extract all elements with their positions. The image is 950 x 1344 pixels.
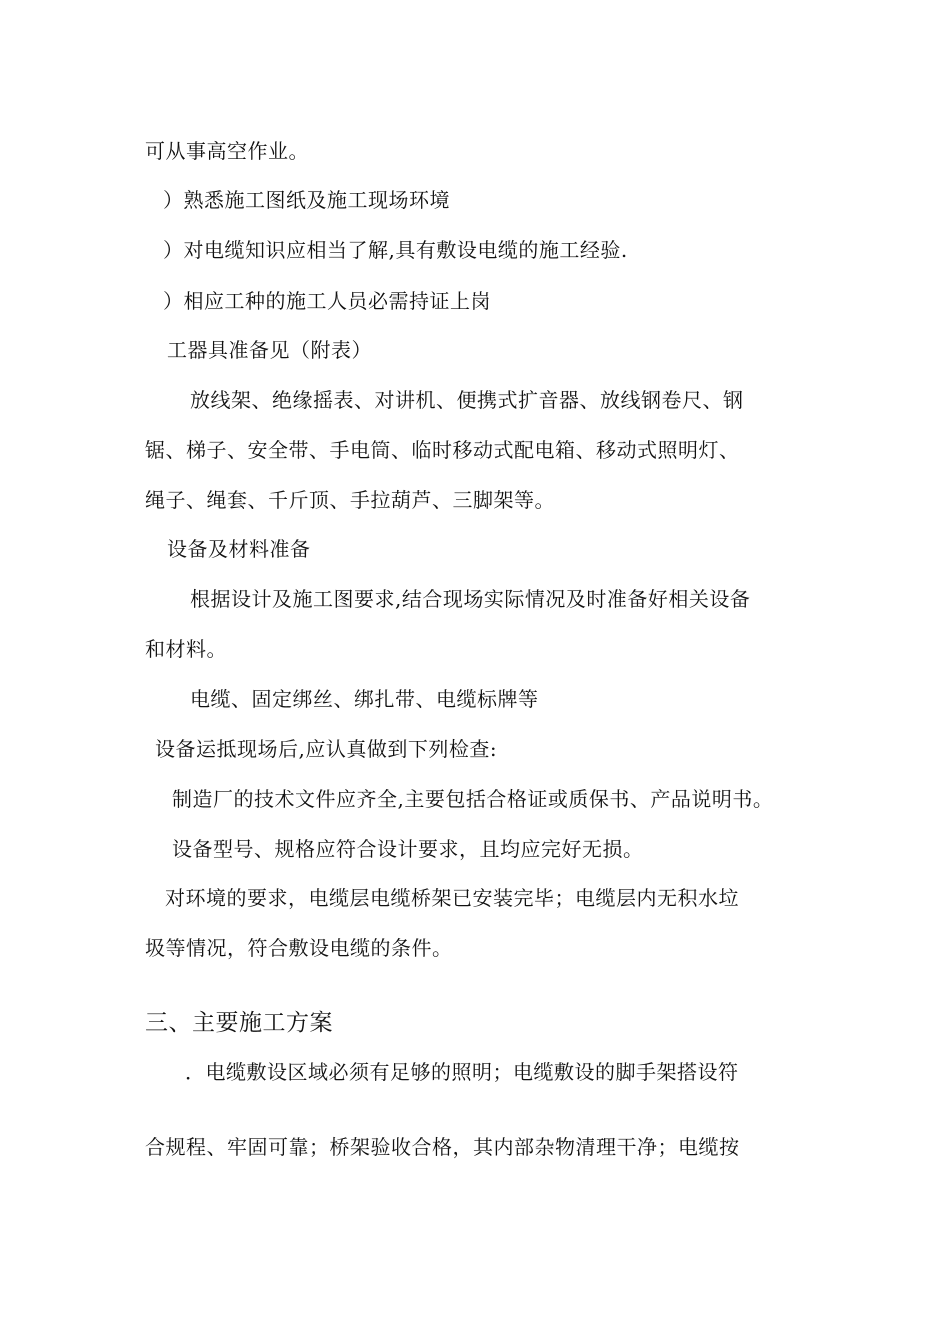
section-text-line-2: 合规程、牢固可靠；桥架验收合格，其内部杂物清理干净；电缆按 <box>145 1135 740 1159</box>
text-line-15: 设备型号、规格应符合设计要求，且均应完好无损。 <box>172 837 644 861</box>
text-line-12: 电缆、固定绑丝、绑扎带、电缆标牌等 <box>190 687 539 711</box>
text-line-1: 可从事高空作业。 <box>145 139 309 163</box>
text-line-3: ）对电缆知识应相当了解,具有敷设电缆的施工经验. <box>163 238 628 262</box>
text-line-9: 设备及材料准备 <box>167 537 311 561</box>
section-text-line-1: ．电缆敷设区域必须有足够的照明；电缆敷设的脚手架搭设符 <box>185 1060 739 1084</box>
text-line-17: 圾等情况，符合敷设电缆的条件。 <box>145 936 453 960</box>
text-line-10: 根据设计及施工图要求,结合现场实际情况及时准备好相关设备 <box>190 587 751 611</box>
text-line-4: ）相应工种的施工人员必需持证上岗 <box>163 289 491 313</box>
text-line-7: 锯、梯子、安全带、手电筒、临时移动式配电箱、移动式照明灯、 <box>145 438 740 462</box>
text-line-16: 对环境的要求，电缆层电缆桥架已安装完毕；电缆层内无积水垃 <box>165 886 739 910</box>
text-line-11: 和材料。 <box>145 637 227 661</box>
text-line-14: 制造厂的技术文件应齐全,主要包括合格证或质保书、产品说明书。 <box>172 787 774 811</box>
text-line-6: 放线架、绝缘摇表、对讲机、便携式扩音器、放线钢卷尺、钢 <box>190 388 744 412</box>
text-line-13: 设备运抵现场后,应认真做到下列检查: <box>155 737 498 761</box>
text-line-8: 绳子、绳套、千斤顶、手拉葫芦、三脚架等。 <box>145 488 555 512</box>
section-heading: 三、主要施工方案 <box>145 1010 333 1036</box>
text-line-5: 工器具准备见（附表） <box>167 338 372 362</box>
text-line-2: ）熟悉施工图纸及施工现场环境 <box>163 188 450 212</box>
